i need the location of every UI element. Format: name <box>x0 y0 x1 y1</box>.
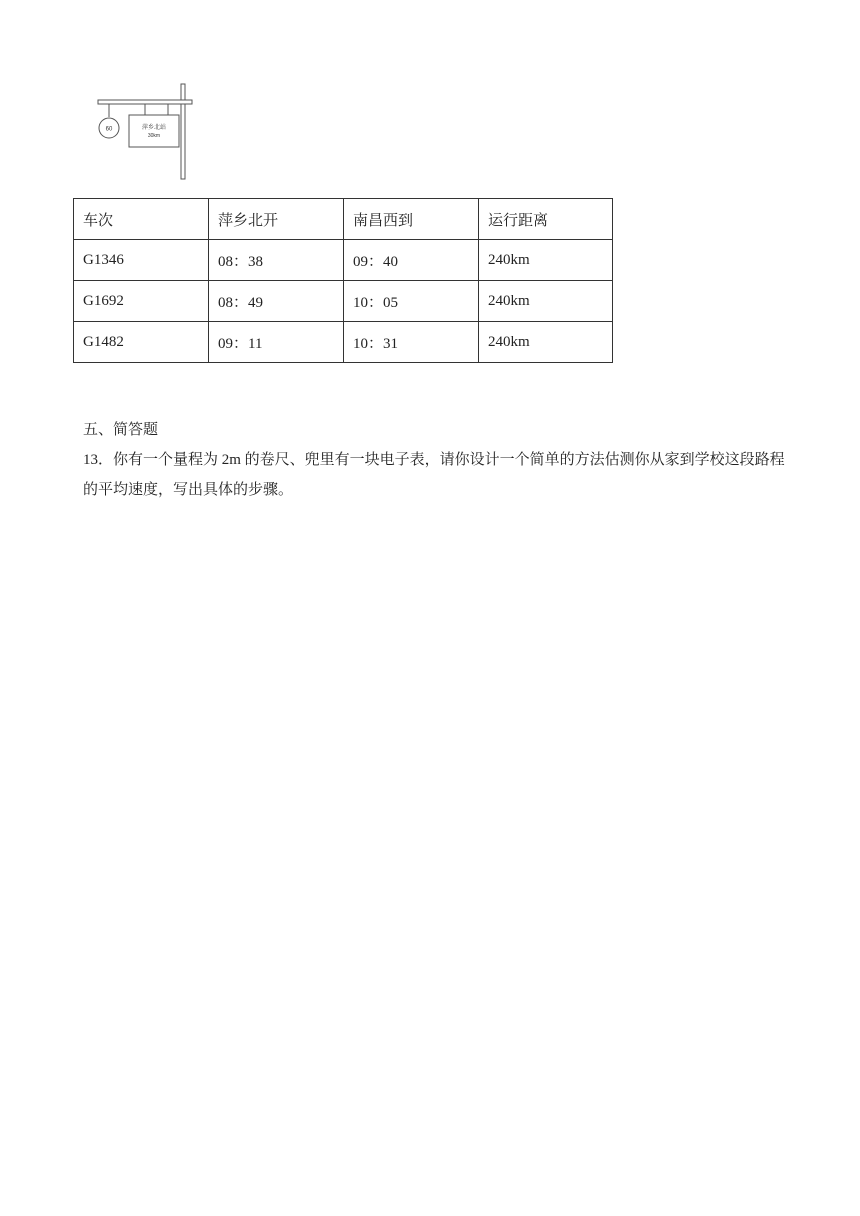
cell-arrive-time: 09：40 <box>344 240 479 281</box>
cell-arrive-time: 10：31 <box>344 322 479 363</box>
section-heading: 五、简答题 <box>83 422 159 438</box>
train-schedule-table <box>73 198 613 363</box>
header-arrive-nanchang: 南昌西到 <box>344 199 479 240</box>
station-sign-box <box>129 115 179 147</box>
table-row <box>74 281 613 322</box>
cell-train-number: G1482 <box>74 322 209 363</box>
table-header-row <box>74 199 613 240</box>
cell-distance: 240km <box>479 240 613 281</box>
cell-arrive-time: 10：05 <box>344 281 479 322</box>
station-sign-distance: 30km <box>147 133 161 139</box>
road-sign-figure <box>92 82 202 182</box>
question-13-text: 13．你有一个量程为 2m 的卷尺、兜里有一块电子表，请你设计一个简单的方法估测你从家到学校这段路程的平均速度，写出具体的步骤。 <box>83 452 785 498</box>
header-distance: 运行距离 <box>479 199 613 240</box>
cell-train-number: G1692 <box>74 281 209 322</box>
station-sign-name: 萍乡北站 <box>141 124 167 131</box>
cell-train-number: G1346 <box>74 240 209 281</box>
header-depart-pingxiang: 萍乡北开 <box>209 199 344 240</box>
speed-limit-text: 60 <box>105 126 113 133</box>
cell-depart-time: 08：38 <box>209 240 344 281</box>
sign-arm <box>98 100 192 104</box>
header-train-number: 车次 <box>74 199 209 240</box>
cell-depart-time: 08：49 <box>209 281 344 322</box>
cell-distance: 240km <box>479 281 613 322</box>
table-row <box>74 322 613 363</box>
sign-pole <box>181 84 185 179</box>
cell-distance: 240km <box>479 322 613 363</box>
cell-depart-time: 09：11 <box>209 322 344 363</box>
table-row <box>74 240 613 281</box>
